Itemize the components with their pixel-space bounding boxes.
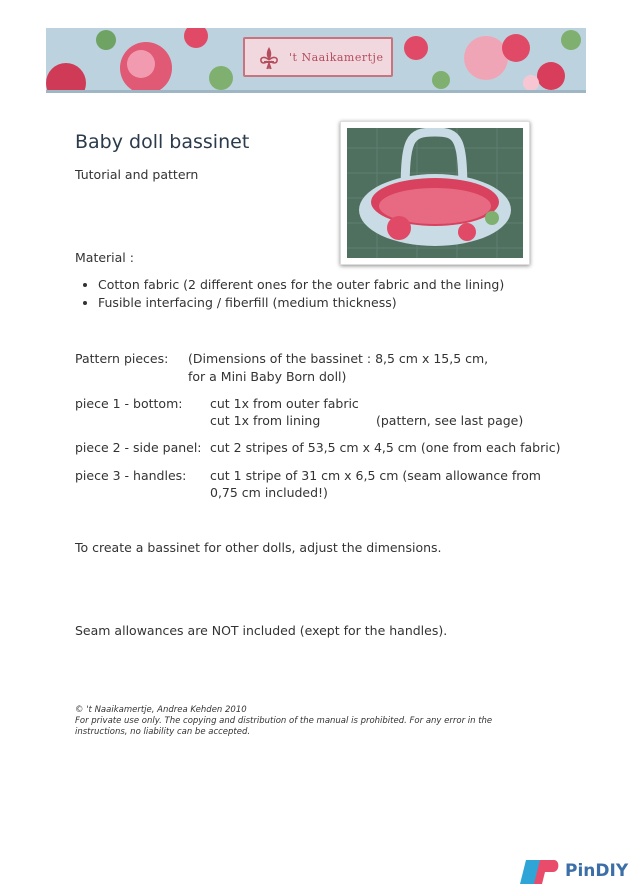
dimensions-text: (Dimensions of the bassinet : 8,5 cm x 15,5 cm, — [188, 351, 489, 366]
piece-2-line: cut 2 stripes of 53,5 cm x 4,5 cm (one from each fabric) — [210, 440, 561, 455]
bassinet-photo-icon — [347, 128, 523, 258]
banner-divider — [46, 90, 586, 93]
header-banner — [46, 28, 586, 90]
piece-1-line: cut 1x from lining — [210, 413, 321, 428]
brand-logo — [243, 37, 393, 77]
disclaimer-text: For private use only. The copying and distribution of the manual is prohibited. For any error in the — [75, 716, 493, 726]
page-title: Baby doll bassinet — [75, 131, 250, 153]
disclaimer-text: instructions, no liability can be accepted. — [75, 727, 251, 737]
seam-note: Seam allowances are NOT included (exept for the handles). — [75, 623, 448, 638]
piece-1-line: cut 1x from outer fabric — [210, 396, 359, 411]
list-item: • Cotton fabric (2 different ones for the outer fabric and the lining) — [98, 277, 504, 292]
piece-3-line: 0,75 cm included!) — [210, 485, 328, 500]
piece-1-note: (pattern, see last page) — [376, 413, 524, 428]
bassinet-photo — [340, 121, 530, 265]
material-list — [80, 277, 504, 313]
logo-text: 't Naaikamertje — [289, 51, 384, 64]
piece-1-label: piece 1 - bottom: — [75, 396, 183, 411]
fleur-de-lis-icon — [259, 46, 279, 70]
copyright-text: © 't Naaikamertje, Andrea Kehden 2010 — [75, 705, 247, 715]
page-subtitle: Tutorial and pattern — [75, 167, 199, 182]
dimensions-text: for a Mini Baby Born doll) — [188, 369, 347, 384]
pattern-heading: Pattern pieces: — [75, 351, 169, 366]
piece-3-label: piece 3 - handles: — [75, 468, 187, 483]
material-heading: Material : — [75, 250, 134, 265]
piece-3-line: cut 1 stripe of 31 cm x 6,5 cm (seam allowance from — [210, 468, 541, 483]
list-item: • Fusible interfacing / fiberfill (medium thickness) — [98, 295, 504, 310]
piece-2-label: piece 2 - side panel: — [75, 440, 202, 455]
other-dolls-note: To create a bassinet for other dolls, adjust the dimensions. — [75, 540, 442, 555]
pindiy-logo-icon — [520, 858, 560, 886]
pindiy-watermark — [520, 858, 628, 888]
watermark-text: PinDIY — [565, 861, 629, 881]
